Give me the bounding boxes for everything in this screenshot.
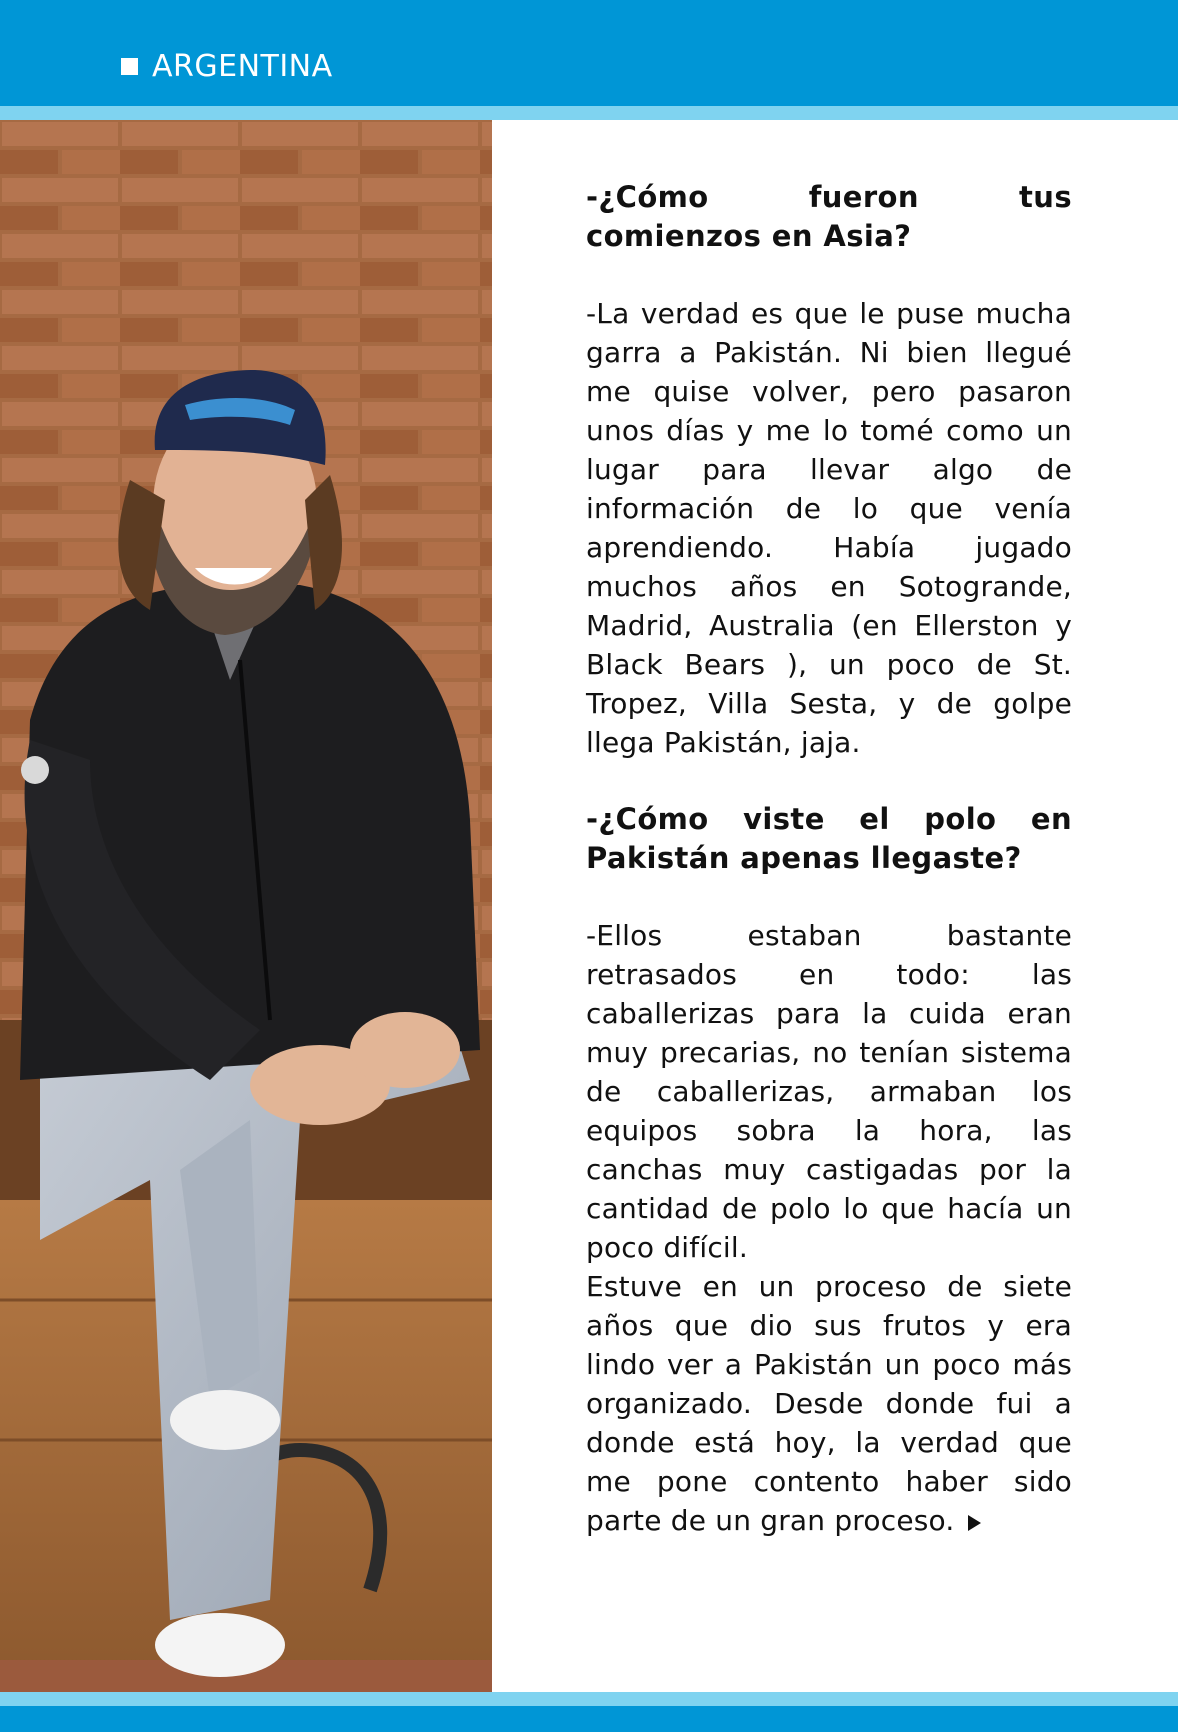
footer-accent-stripe [0, 1692, 1178, 1706]
question-2: -¿Cómo viste el polo en Pakistán apenas llegaste? [586, 802, 1072, 875]
end-of-article-triangle-icon [968, 1515, 981, 1531]
answer-3 [586, 1267, 1072, 1540]
section-label [121, 49, 333, 84]
footer-bar [0, 1706, 1178, 1732]
answer-3-text: Estuve en un proceso de siete años que dio sus frutos y era lindo ver a Pakistán un poco más organizado. Desde donde fui a donde está hoy, la verdad que me pone contento haber sido parte de un gran proceso. [586, 1270, 1072, 1537]
square-bullet-icon [121, 58, 138, 75]
section-title: ARGENTINA [152, 49, 333, 84]
answer-2: -Ellos estaban bastante retrasados en todo: las caballerizas para la cuida eran muy precarias, no tenían sistema de caballerizas, armaban los equipos sobra la hora, las canchas muy castigadas por la cantidad de polo lo que hacía un poco difícil. [586, 919, 1072, 1264]
question-1: -¿Cómo fueron tus comienzos en Asia? [586, 180, 1072, 253]
answer-1: -La verdad es que le puse mucha garra a Pakistán. Ni bien llegué me quise volver, pero pasaron unos días y me lo tomé como un lugar para llevar algo de información de lo que venía aprendiendo. Había jugado muchos años en Sotogrande, Madrid, Australia (en Ellerston y Black Bears ), un poco de St. Tropez, Villa Sesta, y de golpe llega Pakistán, jaja. [586, 297, 1072, 759]
portrait-photo [0, 120, 492, 1692]
portrait-illustration [0, 120, 492, 1692]
header-accent-stripe [0, 106, 1178, 120]
interview-article [586, 178, 1072, 1540]
header-bar [0, 0, 1178, 106]
